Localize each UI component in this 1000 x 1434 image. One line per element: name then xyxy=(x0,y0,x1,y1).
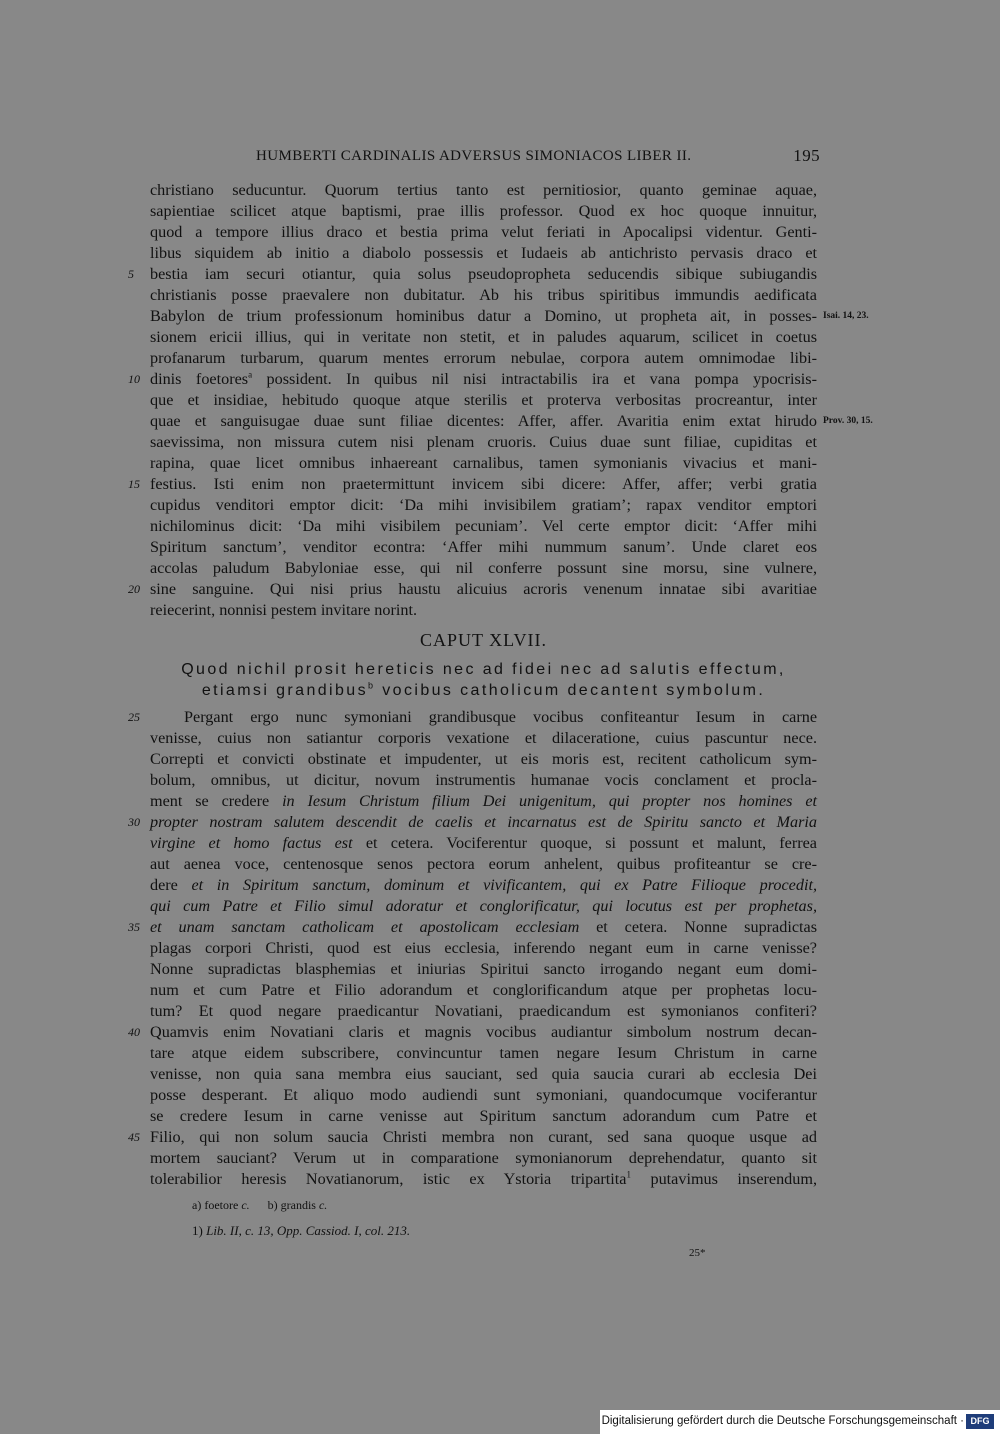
chapter-subtitle xyxy=(150,682,817,700)
text-segment: Pergant ergo nunc symoniani grandibusque vocibus confiteantur Iesum in carne xyxy=(184,708,817,726)
text-line: plagas corpori Christi, quod est eius ecclesia, inferendo negant eum in carne venisse? xyxy=(150,939,817,957)
italic-segment: et in Spiritum sanctum, dominum et vivificantem, qui ex Patre Filioque procedit, xyxy=(177,876,817,894)
footnote-text: foetore xyxy=(204,1198,239,1212)
text-line: quae et sanguisugae duae sunt filiae dicentes: Affer, affer. Avaritia enim extat hirudo xyxy=(150,412,817,430)
margin-reference: Isai. 14, 23. xyxy=(823,311,869,321)
text-line: accolas paludum Babyloniae esse, qui nil conferre possunt sine morsu, sine vulnere, xyxy=(150,559,817,577)
text-segment: et cetera. Nonne supradictas xyxy=(579,918,817,936)
text-line xyxy=(150,707,817,728)
text-line: profanarum turbarum, quarum mentes errorum nebulae, corpora autem omnimodae libi- xyxy=(150,349,817,367)
text-segment: ment se credere xyxy=(150,792,270,810)
footnote-text: grandis xyxy=(280,1198,316,1212)
text-line: venisse, non quia sana membra eius sauciant, sed quia saucia curari ab ecclesia Dei xyxy=(150,1065,817,1083)
italic-segment: virgine et homo factus est xyxy=(150,834,353,852)
text-line: Filio, qui non solum saucia Christi membra non curant, sed sana quoque usque ad xyxy=(150,1128,817,1146)
text-line: nichilominus dicit: ‘Da mihi visibilem pecuniam’. Vel certe emptor dicit: ‘Affer mihi xyxy=(150,517,817,535)
text-line xyxy=(150,369,817,390)
line-number: 45 xyxy=(128,1130,140,1144)
text-line: festius. Isti enim non praetermittunt invicem sibi dicere: Affer, affer; verbi gratia xyxy=(150,475,817,493)
footnote-text: Lib. II, c. 13, Opp. Cassiod. I, col. 213. xyxy=(206,1223,411,1238)
text-line xyxy=(150,791,817,812)
margin-reference: Prov. 30, 15. xyxy=(823,416,873,426)
footnote-marker: 1 xyxy=(626,1169,631,1180)
text-line: cupidus venditori emptor dicit: ‘Da mihi invisibilem gratiam’; rapax venditor emptori xyxy=(150,496,817,514)
italic-segment: propter nostram salutem descendit de caelis et incarnatus est de Spiritu sancto et Maria xyxy=(150,813,817,831)
text-line: aut aenea voce, centenosque senos pectora eorum anhelent, quibus profiteantur se cre- xyxy=(150,855,817,873)
footnote-siglum: c. xyxy=(318,1198,328,1212)
footnote-label: b) xyxy=(267,1198,278,1212)
footnote-label: a) xyxy=(192,1198,202,1212)
text-line: que et insidiae, hebitudo quoque atque sterilis et proterva verbositas procreantur, inter xyxy=(150,391,817,409)
text-line xyxy=(150,812,817,833)
text-line: reiecerint, nonnisi pestem invitare norint. xyxy=(150,601,418,619)
text-line: Nonne supradictas blasphemias et iniurias Spiritui sancto irrogando negant eum domi- xyxy=(150,960,817,978)
line-number: 25 xyxy=(128,710,140,724)
text-line: bolum, omnibus, ut dicitur, novum instrumentis humanae vocis conclament et procla- xyxy=(150,771,817,789)
line-number: 40 xyxy=(128,1025,140,1039)
footnote-source xyxy=(192,1223,410,1239)
text-segment: tolerabilior heresis Novatianorum, istic ex Ystoria tripartita xyxy=(150,1170,627,1188)
text-line: posse desperant. Et aliquo modo audiendi sunt symoniani, quandocumque vociferantur xyxy=(150,1086,817,1104)
line-number: 5 xyxy=(128,267,134,281)
text-line xyxy=(150,833,817,854)
text-segment: et cetera. Vociferentur quoque, si possunt et malunt, ferrea xyxy=(352,834,817,852)
text-line: quod a tempore illius draco et bestia prima velut feriati in Apocalipsi videntur. Genti- xyxy=(150,223,817,241)
page-number: 195 xyxy=(793,146,820,165)
running-header xyxy=(150,148,820,168)
digitization-footer xyxy=(600,1410,1000,1434)
dfg-logo: DFG xyxy=(966,1414,994,1429)
text-line xyxy=(150,1169,817,1190)
text-line: libus siquidem ab initio a diabolo possessis et Iudaeis ab antichristo pervasis draco et xyxy=(150,244,817,262)
text-line: tare atque eidem subscribere, convincuntur tamen negare Iesum Christum in carne xyxy=(150,1044,817,1062)
line-number: 30 xyxy=(128,815,140,829)
chapter-subtitle: Quod nichil prosit hereticis nec ad fidei nec ad salutis effectum, xyxy=(181,661,786,678)
funding-note: Digitalisierung gefördert durch die Deutsche Forschungsgemeinschaft · xyxy=(601,1415,964,1427)
text-line: christiano seducuntur. Quorum tertius tanto est pernitiosior, quanto geminae aquae, xyxy=(150,181,817,199)
line-number: 35 xyxy=(128,920,140,934)
text-line: rapina, quae licet omnibus inhaereant carnalibus, tamen symonianis vivacius et mani- xyxy=(150,454,817,472)
line-number: 20 xyxy=(128,582,140,596)
text-line xyxy=(150,896,817,917)
text-line: venisse, cuius non satiantur corporis vexatione et dilaceratione, cuius pascuntur nece. xyxy=(150,729,817,747)
text-segment: dere xyxy=(150,876,178,894)
line-number: 15 xyxy=(128,477,140,491)
text-line xyxy=(150,875,817,896)
text-line: mortem sauciant? Verum ut in comparatione symonianorum deprehendatur, quanto sit xyxy=(150,1149,817,1167)
text-line: sapientiae scilicet atque baptismi, prae illis professor. Quod ex hoc quoque innuitur, xyxy=(150,202,817,220)
text-line: Spiritum sanctum’, venditor econtra: ‘Affer mihi nummum sanum’. Unde claret eos xyxy=(150,538,817,556)
text-segment: putavimus inserendum, xyxy=(630,1170,818,1188)
text-line: saevissima, non missura cutem nisi plenam cruoris. Cuius duae sunt filiae, cupiditas et xyxy=(150,433,817,451)
text-segment: etiamsi grandibus xyxy=(201,682,369,699)
footnote-siglum: c. xyxy=(241,1198,250,1212)
footnote-marker: a xyxy=(248,369,253,380)
text-line: sine sanguine. Qui nisi prius haustu alicuius acroris venenum innatae sibi avaritiae xyxy=(150,580,817,598)
text-line: se credere Iesum in carne venisse aut Spiritum sanctum adorandum cum Patre et xyxy=(150,1107,817,1125)
text-line: num et cum Patre et Filio adorandum et conglorificandum atque per prophetas locu- xyxy=(150,981,817,999)
text-segment: dinis foetores xyxy=(150,370,249,388)
italic-segment: in Iesum Christum filium Dei unigenitum, qui propter nos homines et xyxy=(269,792,817,810)
italic-segment: et unam sanctam catholicam et apostolicam ecclesiam xyxy=(150,918,580,936)
signature-mark: 25* xyxy=(689,1247,706,1259)
footnote-apparatus xyxy=(192,1198,327,1213)
text-line: tum? Et quod negare praedicantur Novatiani, praedicandum est symonianos confiteri? xyxy=(150,1002,817,1020)
footnote-marker: b xyxy=(368,680,376,691)
italic-segment: qui cum Patre et Filio simul adoratur et conglorificatur, qui locutus est per prophetas, xyxy=(150,897,817,915)
text-line: bestia iam securi otiantur, quia solus pseudopropheta seducendis sibique subiugandis xyxy=(150,265,817,283)
text-line: Babylon de trium professionum hominibus datur a Domino, ut propheta ait, in posses- xyxy=(150,307,817,325)
text-line: Correpti et convicti obstinate et impudenter, ut eis moris est, recitent catholicum sym- xyxy=(150,750,817,768)
text-segment: vocibus catholicum decantent symbolum. xyxy=(375,682,766,699)
text-line: sionem ericii illius, qui in veritate non stetit, et in paludes aquarum, scilicet in coetus xyxy=(150,328,817,346)
chapter-title: CAPUT XLVII. xyxy=(419,630,547,650)
text-line: Quamvis enim Novatiani claris et magnis vocibus audiantur simbolum nostrum decan- xyxy=(150,1023,817,1041)
running-title: HUMBERTI CARDINALIS ADVERSUS SIMONIACOS LIBER II. xyxy=(256,148,692,164)
line-number: 10 xyxy=(128,372,140,386)
footnote-label: 1) xyxy=(192,1223,203,1238)
text-line: christianis posse praevalere non dubitatur. Ab his tribus spiritibus immundis aedificata xyxy=(150,286,817,304)
text-segment: possident. In quibus nil nisi intractabilis ira et vana pompa ypocrisis- xyxy=(252,370,817,388)
text-line xyxy=(150,917,817,938)
